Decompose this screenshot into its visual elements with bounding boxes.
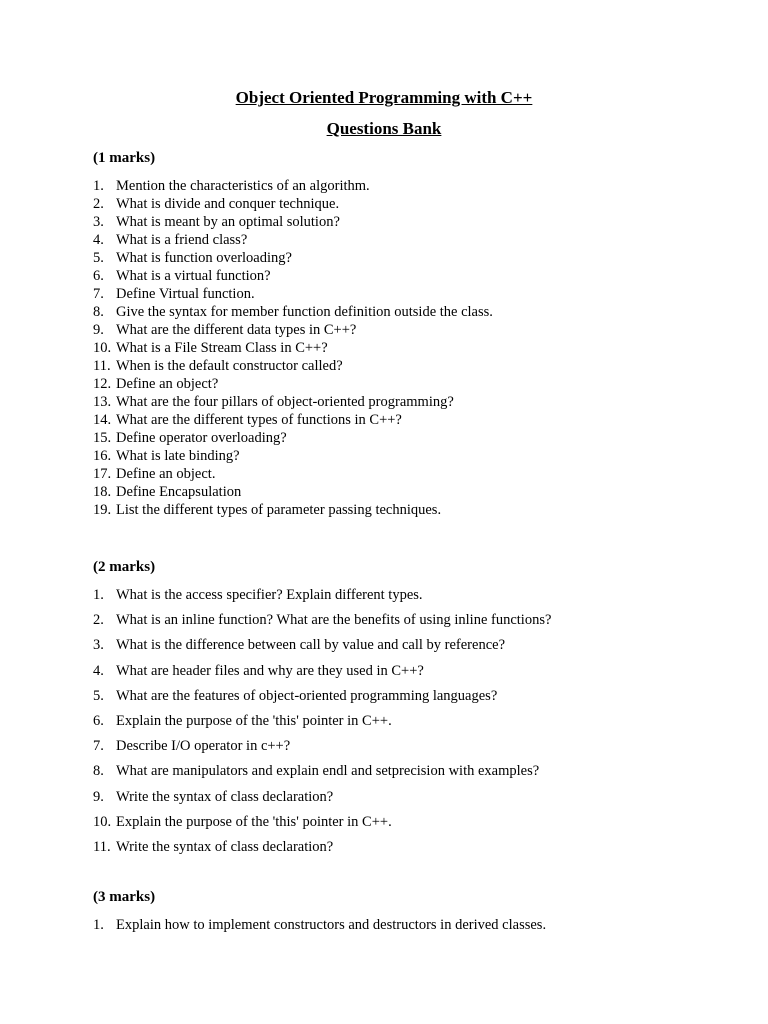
question-text: What are the four pillars of object-oriented programming? bbox=[116, 394, 454, 410]
question-item bbox=[93, 303, 713, 321]
section-heading: (1 marks) bbox=[93, 150, 156, 166]
question-item bbox=[93, 586, 713, 611]
question-text: What is the difference between call by value and call by reference? bbox=[116, 637, 506, 654]
question-item bbox=[93, 465, 713, 483]
question-item bbox=[93, 687, 713, 712]
question-number: 15. bbox=[93, 430, 112, 446]
question-item bbox=[93, 393, 713, 411]
question-list bbox=[93, 586, 713, 863]
question-item bbox=[93, 429, 713, 447]
question-number: 5. bbox=[93, 250, 104, 266]
question-item bbox=[93, 838, 713, 863]
question-number: 10. bbox=[93, 340, 112, 356]
question-number: 12. bbox=[93, 376, 112, 392]
question-item bbox=[93, 813, 713, 838]
question-item bbox=[93, 483, 713, 501]
question-item bbox=[93, 662, 713, 687]
question-text: What are the features of object-oriented programming languages? bbox=[116, 687, 498, 704]
question-item bbox=[93, 249, 713, 267]
question-item bbox=[93, 916, 713, 941]
question-text: What is late binding? bbox=[116, 448, 240, 464]
section-heading: (3 marks) bbox=[93, 889, 156, 905]
question-number: 2. bbox=[93, 196, 104, 212]
question-text: What is function overloading? bbox=[116, 250, 292, 266]
question-text: What are the different data types in C++? bbox=[116, 322, 357, 338]
question-text: When is the default constructor called? bbox=[116, 358, 343, 374]
question-item bbox=[93, 195, 713, 213]
question-number: 16. bbox=[93, 448, 112, 464]
question-item bbox=[93, 285, 713, 303]
question-item bbox=[93, 501, 713, 519]
question-number: 7. bbox=[93, 738, 104, 755]
question-item bbox=[93, 611, 713, 636]
question-text: Mention the characteristics of an algorithm. bbox=[116, 178, 370, 194]
question-text: Write the syntax of class declaration? bbox=[116, 838, 334, 855]
question-text: Define operator overloading? bbox=[116, 430, 287, 446]
question-number: 7. bbox=[93, 286, 104, 302]
question-list bbox=[93, 916, 713, 941]
question-number: 10. bbox=[93, 813, 112, 830]
question-text: Define an object. bbox=[116, 466, 216, 482]
document-title: Object Oriented Programming with C++ bbox=[235, 88, 533, 107]
question-text: Explain the purpose of the 'this' pointer in C++. bbox=[116, 813, 392, 830]
question-text: Explain how to implement constructors and destructors in derived classes. bbox=[116, 917, 547, 933]
question-number: 13. bbox=[93, 394, 112, 410]
question-item bbox=[93, 788, 713, 813]
question-number: 3. bbox=[93, 637, 104, 654]
question-number: 1. bbox=[93, 587, 104, 603]
question-number: 8. bbox=[93, 763, 104, 780]
question-number: 19. bbox=[93, 502, 112, 518]
question-text: What is a File Stream Class in C++? bbox=[116, 340, 328, 356]
question-number: 17. bbox=[93, 466, 112, 482]
question-item bbox=[93, 231, 713, 249]
question-item bbox=[93, 375, 713, 393]
section-2-marks bbox=[93, 558, 713, 863]
question-text: What is an inline function? What are the benefits of using inline functions? bbox=[116, 612, 552, 629]
question-item bbox=[93, 737, 713, 762]
question-text: What is divide and conquer technique. bbox=[116, 196, 340, 212]
question-item bbox=[93, 447, 713, 465]
question-number: 1. bbox=[93, 178, 104, 194]
section-3-marks bbox=[93, 888, 713, 941]
question-number: 5. bbox=[93, 687, 104, 704]
question-item bbox=[93, 411, 713, 429]
question-number: 8. bbox=[93, 304, 104, 320]
section-1-marks bbox=[93, 149, 713, 519]
question-number: 6. bbox=[93, 712, 104, 729]
question-text: What is meant by an optimal solution? bbox=[116, 214, 340, 230]
question-item bbox=[93, 339, 713, 357]
section-heading: (2 marks) bbox=[93, 559, 156, 575]
question-item bbox=[93, 213, 713, 231]
question-item bbox=[93, 177, 713, 195]
question-text: What are manipulators and explain endl and setprecision with examples? bbox=[116, 763, 540, 780]
question-text: Explain the purpose of the 'this' pointer in C++. bbox=[116, 712, 392, 729]
question-item bbox=[93, 762, 713, 787]
document-subtitle: Questions Bank bbox=[326, 119, 442, 138]
question-list bbox=[93, 177, 713, 519]
question-number: 6. bbox=[93, 268, 104, 284]
question-text: What are the different types of functions in C++? bbox=[116, 412, 402, 428]
question-text: Define Encapsulation bbox=[116, 484, 242, 500]
question-text: What is a virtual function? bbox=[116, 268, 271, 284]
question-text: Write the syntax of class declaration? bbox=[116, 788, 334, 805]
question-item bbox=[93, 712, 713, 737]
question-number: 4. bbox=[93, 232, 104, 248]
question-text: Define Virtual function. bbox=[116, 286, 255, 302]
question-number: 18. bbox=[93, 484, 112, 500]
question-text: What is a friend class? bbox=[116, 232, 248, 248]
question-text: Describe I/O operator in c++? bbox=[116, 738, 291, 755]
question-text: What is the access specifier? Explain different types. bbox=[116, 587, 423, 603]
question-number: 1. bbox=[93, 917, 104, 933]
question-item bbox=[93, 267, 713, 285]
question-text: Give the syntax for member function definition outside the class. bbox=[116, 304, 493, 320]
question-number: 11. bbox=[93, 838, 111, 855]
question-number: 9. bbox=[93, 788, 104, 805]
question-item bbox=[93, 357, 713, 375]
question-item bbox=[93, 636, 713, 661]
question-number: 2. bbox=[93, 612, 104, 629]
question-number: 11. bbox=[93, 358, 111, 374]
question-text: List the different types of parameter passing techniques. bbox=[116, 502, 442, 518]
question-number: 4. bbox=[93, 662, 104, 679]
question-text: Define an object? bbox=[116, 376, 219, 392]
question-text: What are header files and why are they used in C++? bbox=[116, 662, 424, 679]
question-number: 9. bbox=[93, 322, 104, 338]
question-item bbox=[93, 321, 713, 339]
question-number: 14. bbox=[93, 412, 112, 428]
question-number: 3. bbox=[93, 214, 104, 230]
